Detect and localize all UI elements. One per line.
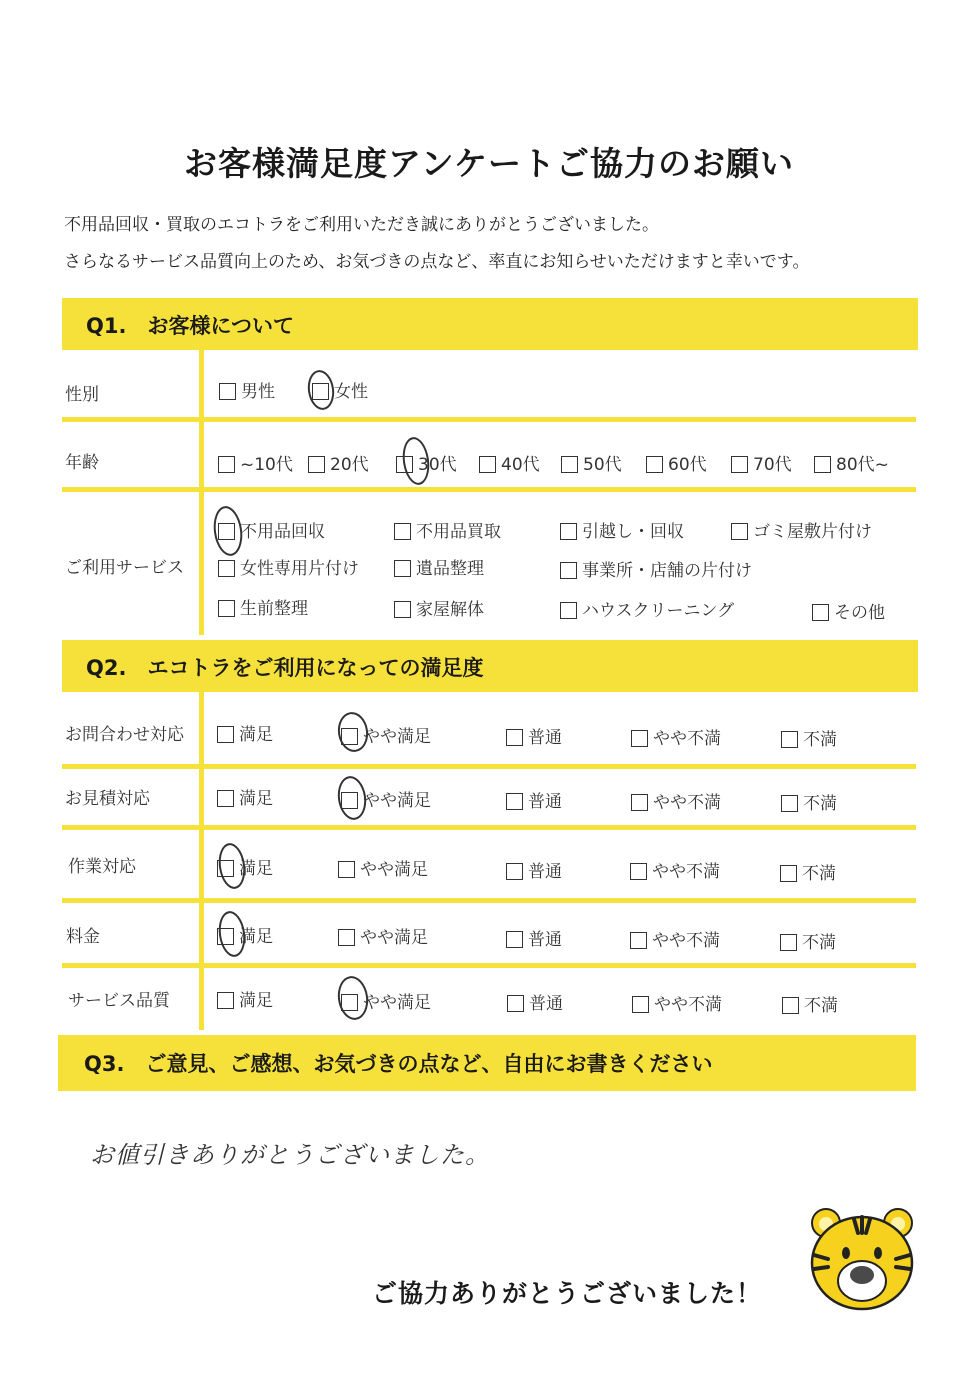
- checkbox[interactable]: [394, 601, 411, 618]
- age-option-40s[interactable]: 40代: [479, 450, 540, 475]
- checkbox[interactable]: [507, 995, 524, 1012]
- intro-line-1: 不用品回収・買取のエコトラをご利用いただき誠にありがとうございました。: [64, 215, 659, 235]
- rating-option-yaya-manzoku[interactable]: やや満足: [341, 786, 431, 811]
- rating-option-manzoku[interactable]: 満足: [217, 720, 273, 745]
- age-label: 年齢: [65, 453, 99, 473]
- age-option-20s[interactable]: 20代: [308, 450, 369, 475]
- intro-line-2: さらなるサービス品質向上のため、お気づきの点など、率直にお知らせいただけますと幸いです。: [64, 252, 810, 272]
- selection-circle-mark: [216, 909, 248, 958]
- handwritten-answer: お値引きありがとうございました。: [90, 1141, 490, 1169]
- checkbox[interactable]: [814, 456, 831, 473]
- rating-option-yaya-fuman[interactable]: やや不満: [630, 926, 720, 951]
- rating-row-label: 料金: [66, 927, 100, 947]
- selection-circle-mark: [335, 774, 369, 821]
- rating-option-yaya-manzoku[interactable]: やや満足: [341, 722, 431, 747]
- checkbox[interactable]: [632, 996, 649, 1013]
- checkbox[interactable]: [560, 602, 577, 619]
- checkbox[interactable]: [630, 932, 647, 949]
- checkbox[interactable]: [218, 456, 235, 473]
- divider: [62, 417, 916, 422]
- rating-option-yaya-manzoku[interactable]: やや満足: [341, 988, 431, 1013]
- rating-option-manzoku[interactable]: 満足: [217, 986, 273, 1011]
- q1-heading: Q1. お客様について: [86, 314, 295, 338]
- checkbox[interactable]: [561, 456, 578, 473]
- divider: [62, 764, 916, 769]
- checkbox[interactable]: [631, 730, 648, 747]
- age-option-70s[interactable]: 70代: [731, 450, 792, 475]
- checkbox[interactable]: [630, 863, 647, 880]
- q2-column-divider: [199, 692, 204, 1030]
- checkbox[interactable]: [217, 992, 234, 1009]
- checkbox[interactable]: [781, 731, 798, 748]
- checkbox[interactable]: [479, 456, 496, 473]
- checkbox[interactable]: [646, 456, 663, 473]
- rating-option-yaya-fuman[interactable]: やや不満: [630, 857, 720, 882]
- rating-row-label: お問合わせ対応: [65, 725, 184, 745]
- rating-option-yaya-fuman[interactable]: やや不満: [631, 788, 721, 813]
- rating-option-yaya-fuman[interactable]: やや不満: [632, 990, 722, 1015]
- tiger-mascot-icon: [806, 1203, 918, 1315]
- checkbox[interactable]: [218, 560, 235, 577]
- selection-circle-mark: [400, 435, 432, 486]
- service-option-seizen-seiri[interactable]: 生前整理: [218, 594, 308, 619]
- checkbox[interactable]: [781, 795, 798, 812]
- divider: [62, 825, 916, 830]
- age-option-50s[interactable]: 50代: [561, 450, 622, 475]
- checkbox[interactable]: [780, 865, 797, 882]
- rating-option-yaya-fuman[interactable]: やや不満: [631, 724, 721, 749]
- page-title: お客様満足度アンケートご協力のお願い: [183, 144, 795, 183]
- checkbox[interactable]: [338, 929, 355, 946]
- service-option-kaoku-kaitai[interactable]: 家屋解体: [394, 595, 484, 620]
- q3-header: [58, 1035, 916, 1091]
- service-option-ihin-seiri[interactable]: 遺品整理: [394, 554, 484, 579]
- checkbox[interactable]: [308, 456, 325, 473]
- checkbox[interactable]: [812, 604, 829, 621]
- divider: [62, 487, 916, 492]
- service-option-other[interactable]: その他: [812, 598, 885, 623]
- checkbox[interactable]: [394, 523, 411, 540]
- thank-you-message: ご協力ありがとうございました！: [372, 1279, 763, 1308]
- checkbox[interactable]: [217, 790, 234, 807]
- q2-header: [62, 640, 918, 692]
- rating-row-label: サービス品質: [68, 991, 170, 1011]
- rating-option-futsu[interactable]: 普通: [506, 925, 562, 950]
- q1-header: [62, 298, 918, 350]
- gender-option-male[interactable]: 男性: [219, 377, 275, 402]
- checkbox[interactable]: [217, 726, 234, 743]
- rating-option-futsu[interactable]: 普通: [506, 857, 562, 882]
- checkbox[interactable]: [731, 523, 748, 540]
- checkbox[interactable]: [560, 523, 577, 540]
- service-label: ご利用サービス: [65, 558, 184, 578]
- checkbox[interactable]: [218, 600, 235, 617]
- service-option-gomiyashiki[interactable]: ゴミ屋敷片付け: [731, 517, 872, 542]
- rating-option-manzoku[interactable]: 満足: [217, 922, 273, 947]
- checkbox[interactable]: [782, 997, 799, 1014]
- rating-option-yaya-manzoku[interactable]: やや満足: [338, 923, 428, 948]
- checkbox[interactable]: [506, 793, 523, 810]
- age-option-60s[interactable]: 60代: [646, 450, 707, 475]
- rating-row-label: 作業対応: [68, 857, 136, 877]
- service-option-fuyouhin-kaitori[interactable]: 不用品買取: [394, 517, 501, 542]
- checkbox[interactable]: [394, 560, 411, 577]
- gender-option-female[interactable]: 女性: [312, 377, 368, 402]
- gender-label: 性別: [65, 385, 99, 405]
- q1-column-divider: [199, 350, 204, 635]
- q2-heading: Q2. エコトラをご利用になっての満足度: [86, 656, 484, 680]
- rating-option-futsu[interactable]: 普通: [507, 989, 563, 1014]
- age-option-10s[interactable]: ~10代: [218, 450, 293, 475]
- rating-option-manzoku[interactable]: 満足: [217, 854, 273, 879]
- checkbox[interactable]: [506, 729, 523, 746]
- divider: [62, 898, 916, 903]
- selection-circle-mark: [305, 368, 336, 411]
- q3-heading: Q3. ご意見、ご感想、お気づきの点など、自由にお書きください: [84, 1052, 713, 1076]
- rating-option-yaya-manzoku[interactable]: やや満足: [338, 855, 428, 880]
- service-option-fuyouhin-kaishu[interactable]: 不用品回収: [218, 517, 325, 542]
- selection-circle-mark: [216, 841, 248, 890]
- rating-option-fuman[interactable]: 不満: [781, 789, 837, 814]
- checkbox[interactable]: [631, 794, 648, 811]
- checkbox[interactable]: [338, 861, 355, 878]
- rating-option-fuman[interactable]: 不満: [780, 928, 836, 953]
- divider: [62, 963, 916, 968]
- selection-circle-mark: [335, 710, 370, 754]
- checkbox[interactable]: [780, 934, 797, 951]
- rating-option-fuman[interactable]: 不満: [781, 725, 837, 750]
- rating-option-fuman[interactable]: 不満: [780, 859, 836, 884]
- checkbox[interactable]: [506, 863, 523, 880]
- rating-option-futsu[interactable]: 普通: [506, 723, 562, 748]
- age-option-30s[interactable]: 30代: [396, 450, 457, 475]
- rating-option-fuman[interactable]: 不満: [782, 991, 838, 1016]
- checkbox[interactable]: [731, 456, 748, 473]
- checkbox[interactable]: [506, 931, 523, 948]
- service-option-house-cleaning[interactable]: ハウスクリーニング: [560, 596, 734, 621]
- service-option-jigyosho[interactable]: 事業所・店舗の片付け: [560, 556, 752, 581]
- checkbox[interactable]: [560, 562, 577, 579]
- rating-row-label: お見積対応: [65, 789, 150, 809]
- selection-circle-mark: [335, 974, 371, 1022]
- service-option-hikkoshi[interactable]: 引越し・回収: [560, 517, 684, 542]
- service-option-josei-senyo[interactable]: 女性専用片付け: [218, 554, 359, 579]
- selection-circle-mark: [211, 504, 246, 557]
- age-option-80s[interactable]: 80代~: [814, 450, 889, 475]
- rating-option-futsu[interactable]: 普通: [506, 787, 562, 812]
- checkbox[interactable]: [219, 383, 236, 400]
- rating-option-manzoku[interactable]: 満足: [217, 784, 273, 809]
